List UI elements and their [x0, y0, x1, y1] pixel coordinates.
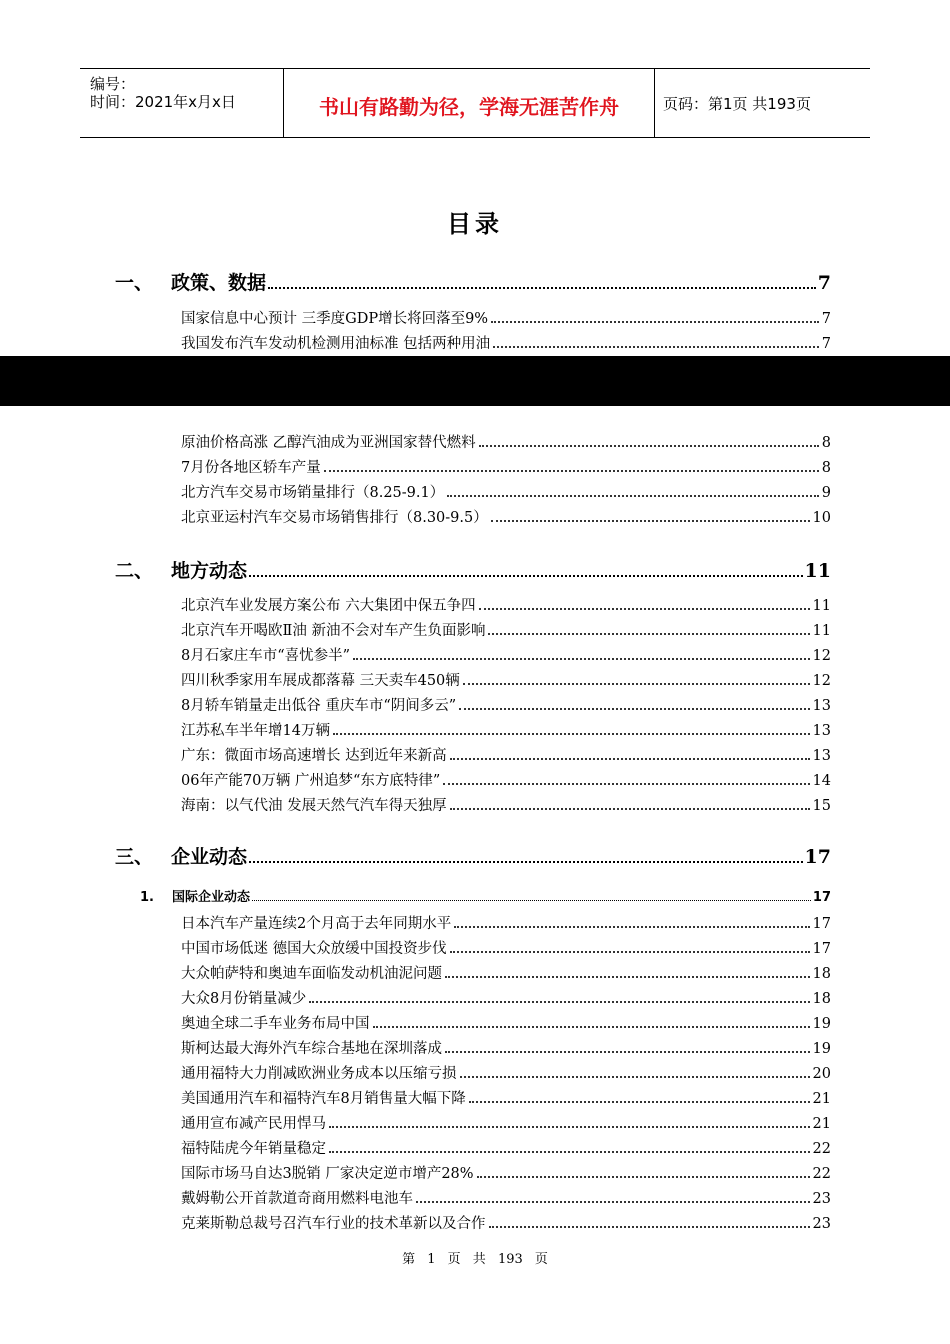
toc-entry[interactable] [181, 1062, 831, 1084]
header-page-cell [655, 69, 870, 137]
dot-leader [450, 808, 810, 810]
toc-section-3[interactable] [115, 842, 831, 868]
toc-entry[interactable] [181, 937, 831, 959]
entry-title: 美国通用汽车和福特汽车8月销售量大幅下降 [181, 1091, 466, 1107]
dot-leader [479, 608, 810, 610]
entry-title: 江苏私车半年增14万辆 [181, 723, 330, 739]
motto: 书山有路勤为径，学海无涯苦作舟 [319, 95, 619, 119]
dot-leader [329, 1151, 810, 1153]
dot-leader [268, 287, 816, 289]
entry-page: 21 [812, 1116, 831, 1132]
dot-leader [493, 346, 819, 348]
section-number: 二、 [115, 560, 154, 582]
section-page: 11 [804, 560, 831, 582]
dot-leader [447, 495, 819, 497]
entry-title: 克莱斯勒总裁号召汽车行业的技术革新以及合作 [181, 1216, 486, 1232]
toc-entry[interactable] [181, 912, 831, 934]
dot-leader [491, 321, 819, 323]
entry-title: 7月份各地区轿车产量 [181, 460, 321, 476]
entry-title: 四川秋季家用车展成都落幕 三天卖车450辆 [181, 673, 460, 689]
entry-page: 20 [812, 1066, 831, 1082]
entry-title: 奥迪全球二手车业务布局中国 [181, 1016, 370, 1032]
entry-page: 9 [821, 485, 831, 501]
subsection-page: 17 [812, 890, 831, 905]
toc-entry[interactable] [181, 644, 831, 666]
dot-leader [373, 1026, 810, 1028]
page-footer [0, 1248, 950, 1267]
toc-entry[interactable] [181, 694, 831, 716]
entry-page: 17 [812, 916, 831, 932]
entry-page: 12 [812, 673, 831, 689]
toc-entry[interactable] [181, 1187, 831, 1209]
toc-subsection[interactable] [140, 886, 831, 906]
page-header [80, 68, 870, 138]
dot-leader [479, 445, 819, 447]
document-number-label: 编号： [90, 75, 136, 93]
entry-page: 13 [812, 723, 831, 739]
dot-leader [469, 1101, 810, 1103]
entry-page: 15 [812, 798, 831, 814]
entry-page: 8 [821, 460, 831, 476]
entry-title: 北京汽车开喝欧Ⅱ油 新油不会对车产生负面影响 [181, 623, 486, 639]
entry-page: 23 [812, 1191, 831, 1207]
toc-entry[interactable] [181, 962, 831, 984]
entry-title: 我国发布汽车发动机检测用油标准 包括两种用油 [181, 336, 491, 352]
toc-entry[interactable] [181, 1212, 831, 1234]
section-label: 企业动态 [171, 846, 248, 868]
entry-page: 14 [812, 773, 831, 789]
entry-page: 7 [821, 311, 831, 327]
entry-page: 23 [812, 1216, 831, 1232]
dot-leader [454, 926, 809, 928]
entry-title: 8月轿车销量走出低谷 重庆车市“阴间多云” [181, 698, 457, 714]
entry-title: 日本汽车产量连续2个月高于去年同期水平 [181, 916, 452, 932]
toc-entry[interactable] [181, 769, 831, 791]
toc-entry[interactable] [181, 594, 831, 616]
entry-title: 戴姆勒公开首款道奇商用燃料电池车 [181, 1191, 413, 1207]
toc-entry[interactable] [181, 1137, 831, 1159]
toc-entry[interactable] [181, 332, 831, 354]
toc-entry[interactable] [181, 719, 831, 741]
toc-entry[interactable] [181, 1037, 831, 1059]
page-info: 页码：第1页 共193页 [663, 95, 811, 113]
dot-leader [477, 1176, 810, 1178]
entry-title: 中国市场低迷 德国大众放缓中国投资步伐 [181, 941, 447, 957]
toc-entry[interactable] [181, 481, 831, 503]
entry-page: 19 [812, 1016, 831, 1032]
dot-leader [324, 470, 819, 472]
entry-page: 22 [812, 1166, 831, 1182]
entry-title: 北方汽车交易市场销量排行（8.25-9.1） [181, 485, 445, 501]
dot-leader [445, 1051, 810, 1053]
footer-gong: 共 [472, 1252, 486, 1267]
footer-di: 第 [402, 1252, 416, 1267]
entry-title: 大众8月份销量减少 [181, 991, 307, 1007]
dot-leader [249, 861, 803, 863]
dot-leader [450, 951, 810, 953]
entry-page: 18 [812, 966, 831, 982]
dot-leader [491, 520, 810, 522]
toc-entry[interactable] [181, 1162, 831, 1184]
section-label: 政策、数据 [171, 272, 267, 294]
entry-page: 12 [812, 648, 831, 664]
dot-leader [416, 1201, 810, 1203]
toc-entry[interactable] [181, 1012, 831, 1034]
dot-leader [463, 683, 810, 685]
entry-title: 斯柯达最大海外汽车综合基地在深圳落成 [181, 1041, 442, 1057]
section-label: 地方动态 [171, 560, 248, 582]
entry-page: 8 [821, 435, 831, 451]
toc-entry[interactable] [181, 1112, 831, 1134]
dot-leader [252, 900, 811, 901]
toc-section-1[interactable] [115, 268, 831, 294]
dot-leader [309, 1001, 809, 1003]
section-number: 一、 [115, 272, 154, 294]
entry-page: 19 [812, 1041, 831, 1057]
entry-title: 通用宣布减产民用悍马 [181, 1116, 326, 1132]
toc-entry[interactable] [181, 987, 831, 1009]
section-number: 三、 [115, 846, 154, 868]
entry-page: 13 [812, 698, 831, 714]
toc-entry[interactable] [181, 431, 831, 453]
section-page: 7 [817, 272, 831, 294]
entry-title: 06年产能70万辆 广州追梦“东方底特律” [181, 773, 441, 789]
toc-entry[interactable] [181, 744, 831, 766]
dot-leader [460, 1076, 810, 1078]
entry-page: 7 [821, 336, 831, 352]
toc-entry[interactable] [181, 456, 831, 478]
header-motto-cell [283, 69, 655, 137]
entry-title: 8月石家庄车市“喜忧参半” [181, 648, 351, 664]
entry-page: 22 [812, 1141, 831, 1157]
dot-leader [450, 758, 810, 760]
dot-leader [443, 783, 809, 785]
footer-ye-2: 页 [534, 1252, 548, 1267]
entry-title: 北京汽车业发展方案公布 六大集团中保五争四 [181, 598, 476, 614]
dot-leader [353, 658, 809, 660]
dot-leader [459, 708, 809, 710]
entry-title: 北京亚运村汽车交易市场销售排行（8.30-9.5） [181, 510, 488, 526]
dot-leader [333, 733, 810, 735]
entry-title: 通用福特大力削减欧洲业务成本以压缩亏损 [181, 1066, 457, 1082]
section-page: 17 [804, 846, 831, 868]
subsection-number: 1. [140, 890, 154, 905]
header-left-cell [80, 69, 283, 137]
footer-page-number: 1 [427, 1252, 436, 1267]
toc-entry[interactable] [181, 619, 831, 641]
dot-leader [445, 976, 810, 978]
toc-entry[interactable] [181, 1087, 831, 1109]
redaction-bar [0, 356, 950, 406]
dot-leader [488, 633, 809, 635]
toc-title: 目录 [447, 209, 503, 238]
entry-title: 大众帕萨特和奥迪车面临发动机油泥问题 [181, 966, 442, 982]
footer-ye: 页 [447, 1252, 461, 1267]
entry-title: 原油价格高涨 乙醇汽油成为亚洲国家替代燃料 [181, 435, 476, 451]
entry-title: 福特陆虎今年销量稳定 [181, 1141, 326, 1157]
footer-total-pages: 193 [497, 1252, 523, 1267]
entry-page: 17 [812, 941, 831, 957]
entry-title: 广东：微面市场高速增长 达到近年来新高 [181, 748, 447, 764]
entry-page: 11 [812, 598, 831, 614]
entry-title: 海南：以气代油 发展天然气汽车得天独厚 [181, 798, 447, 814]
entry-title: 国际市场马自达3脱销 厂家决定逆市增产28% [181, 1166, 474, 1182]
toc-entry[interactable] [181, 669, 831, 691]
dot-leader [249, 575, 803, 577]
entry-page: 21 [812, 1091, 831, 1107]
document-date: 时间：2021年x月x日 [90, 93, 236, 111]
entry-page: 10 [812, 510, 831, 526]
dot-leader [489, 1226, 810, 1228]
toc-section-2[interactable] [115, 556, 831, 582]
entry-title: 国家信息中心预计 三季度GDP增长将回落至9% [181, 311, 489, 327]
entry-page: 11 [812, 623, 831, 639]
subsection-label: 国际企业动态 [172, 890, 251, 905]
toc-entry[interactable] [181, 307, 831, 329]
dot-leader [329, 1126, 810, 1128]
toc-entry[interactable] [181, 506, 831, 528]
toc-entry[interactable] [181, 794, 831, 816]
entry-page: 13 [812, 748, 831, 764]
entry-page: 18 [812, 991, 831, 1007]
